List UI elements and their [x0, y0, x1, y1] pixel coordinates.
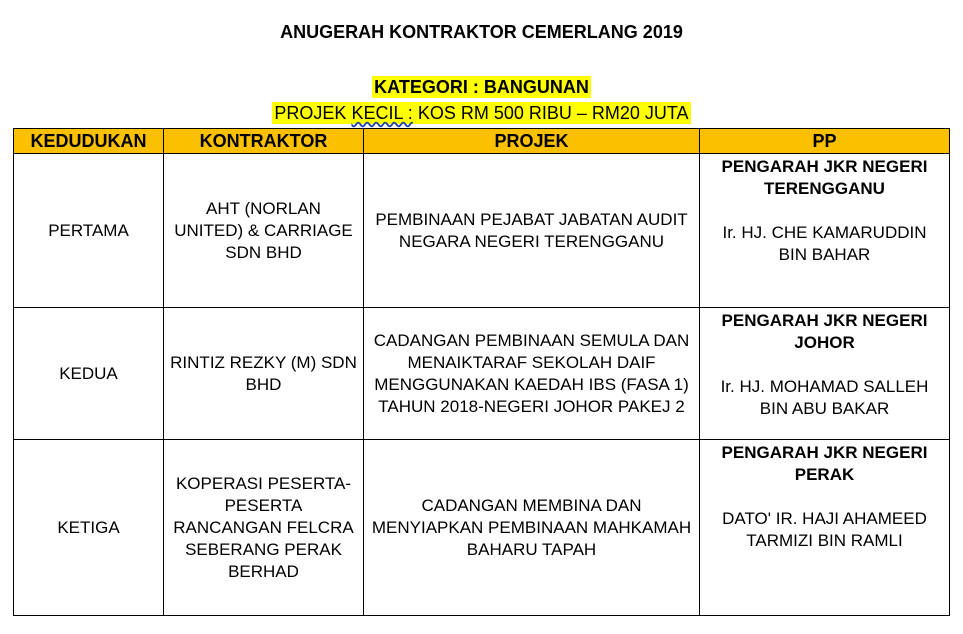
- project-cell: CADANGAN MEMBINA DAN MENYIAPKAN PEMBINAAN MAHKAMAH BAHARU TAPAH: [364, 440, 700, 616]
- pp-person: Ir. HJ. MOHAMAD SALLEH BIN ABU BAKAR: [720, 377, 929, 418]
- subcategory-prefix: PROJEK: [274, 103, 352, 123]
- pp-cell: [700, 440, 950, 616]
- project-cell: PEMBINAAN PEJABAT JABATAN AUDIT NEGARA NEGERI TERENGGANU: [364, 154, 700, 308]
- table-row: [14, 308, 950, 440]
- rank-cell: KETIGA: [14, 440, 164, 616]
- pp-spacer: [706, 200, 943, 222]
- subcategory-label: [272, 102, 690, 124]
- column-header-rank: KEDUDUKAN: [14, 129, 164, 154]
- pp-spacer: [706, 486, 943, 508]
- category-label: KATEGORI : BANGUNAN: [374, 77, 589, 97]
- awards-table: [13, 128, 950, 616]
- pp-cell: [700, 154, 950, 308]
- column-header-project: PROJEK: [364, 129, 700, 154]
- category-line: [0, 76, 963, 98]
- pp-office: PENGARAH JKR NEGERI PERAK: [721, 443, 928, 484]
- pp-person: DATO' IR. HAJI AHAMEED TARMIZI BIN RAMLI: [722, 509, 927, 550]
- subcategory-marked: KECIL :: [351, 103, 413, 123]
- table-row: [14, 154, 950, 308]
- pp-cell: [700, 308, 950, 440]
- contractor-cell: KOPERASI PESERTA-PESERTA RANCANGAN FELCRA SEBERANG PERAK BERHAD: [164, 440, 364, 616]
- pp-person: Ir. HJ. CHE KAMARUDDIN BIN BAHAR: [722, 223, 927, 264]
- contractor-cell: RINTIZ REZKY (M) SDN BHD: [164, 308, 364, 440]
- table-header-row: [14, 129, 950, 154]
- pp-office: PENGARAH JKR NEGERI JOHOR: [721, 311, 928, 352]
- column-header-pp: PP: [700, 129, 950, 154]
- project-cell: CADANGAN PEMBINAAN SEMULA DAN MENAIKTARAF SEKOLAH DAIF MENGGUNAKAN KAEDAH IBS (FASA 1) TAHUN 2018-NEGERI JOHOR PAKEJ 2: [364, 308, 700, 440]
- table-row: [14, 440, 950, 616]
- pp-office: PENGARAH JKR NEGERI TERENGGANU: [721, 157, 928, 198]
- rank-cell: PERTAMA: [14, 154, 164, 308]
- document-title: ANUGERAH KONTRAKTOR CEMERLANG 2019: [280, 22, 683, 42]
- subcategory-suffix: KOS RM 500 RIBU – RM20 JUTA: [412, 103, 689, 123]
- contractor-cell: AHT (NORLAN UNITED) & CARRIAGE SDN BHD: [164, 154, 364, 308]
- subcategory-line: [0, 102, 963, 124]
- rank-cell: KEDUA: [14, 308, 164, 440]
- pp-spacer: [706, 354, 943, 376]
- column-header-contractor: KONTRAKTOR: [164, 129, 364, 154]
